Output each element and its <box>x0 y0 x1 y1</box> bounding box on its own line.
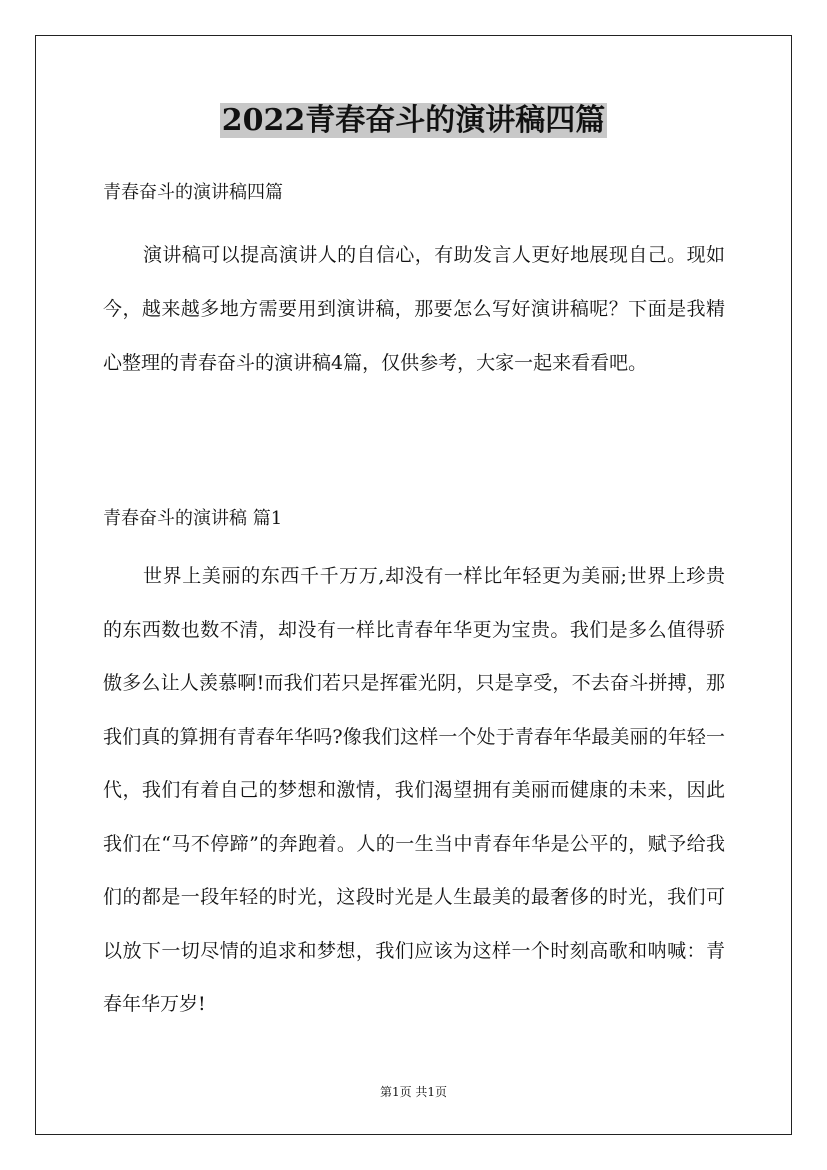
section-1-heading: 青春奋斗的演讲稿 篇1 <box>103 508 283 529</box>
section-1-paragraph: 世界上美丽的东西千千万万,却没有一样比年轻更为美丽;世界上珍贵的东西数也数不清，却没有一样比青春年华更为宝贵。我们是多么值得骄傲多么让人羡慕啊!而我们若只是挥霍光阴，只是享受，不去奋斗拼搏，那我们真的算拥有青春年华吗?像我们这样一个处于青春年华最美丽的年轻一代，我们有着自己的梦想和激情，我们渴望拥有美丽而健康的未来，因此我们在“马不停蹄”的奔跑着。人的一生当中青春年华是公平的，赋予给我们的都是一段年轻的时光，这段时光是人生最美的最奢侈的时光，我们可以放下一切尽情的追求和梦想，我们应该为这样一个时刻高歌和呐喊：青春年华万岁! <box>103 565 725 1015</box>
document-title-text: 2022青春奋斗的演讲稿四篇 <box>221 103 606 138</box>
document-title <box>0 98 827 144</box>
document-subtitle: 青春奋斗的演讲稿四篇 <box>103 182 283 203</box>
intro-paragraph: 演讲稿可以提高演讲人的自信心，有助发言人更好地展现自己。现如今，越来越多地方需要用到演讲稿，那要怎么写好演讲稿呢？下面是我精心整理的青春奋斗的演讲稿4篇，仅供参考，大家一起来看看吧。 <box>103 244 725 374</box>
page-number-footer: 第1页 共1页 <box>379 1085 448 1099</box>
